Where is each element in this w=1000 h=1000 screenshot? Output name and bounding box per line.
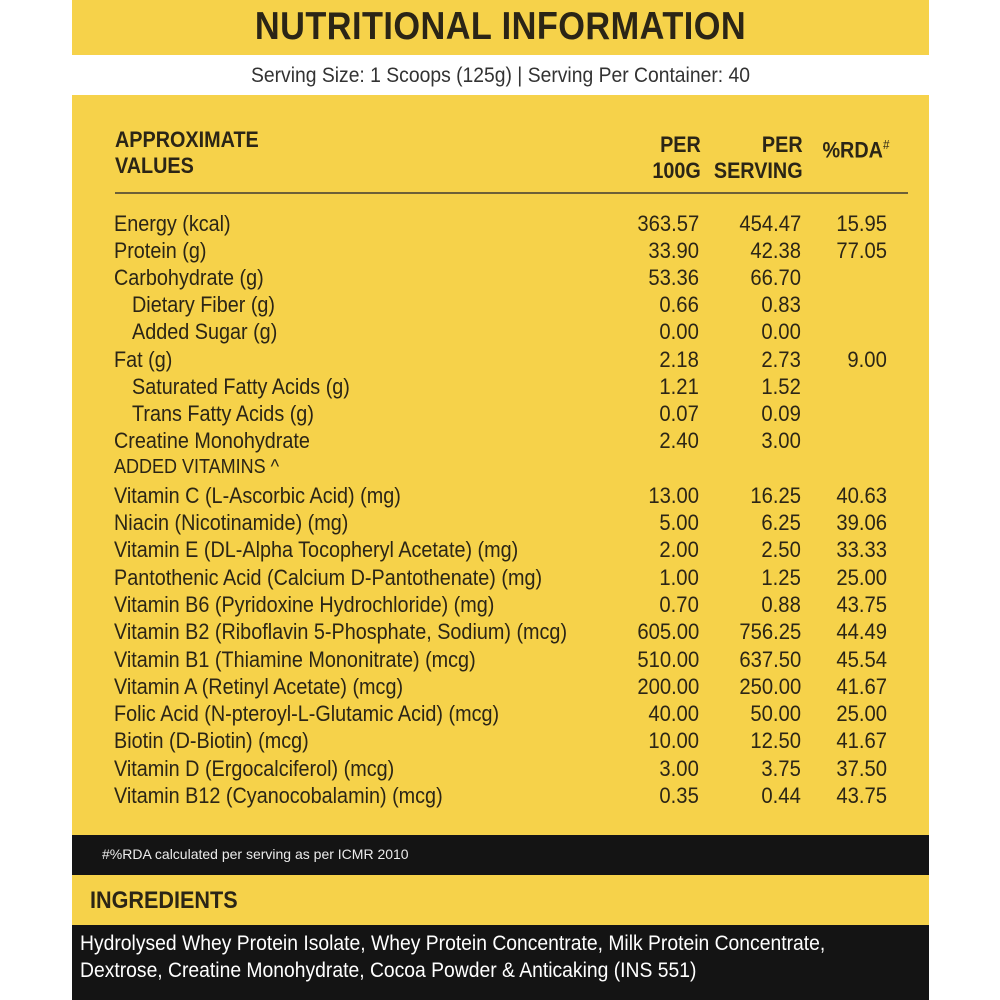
section-row-added-vitamins: [72, 454, 929, 481]
row-rda: 15.95: [836, 211, 887, 236]
row-per-serving: 1.25: [761, 565, 801, 590]
table-row: [72, 427, 929, 454]
table-row: [72, 264, 929, 291]
row-rda: 45.54: [836, 647, 887, 672]
row-per100g: 2.00: [659, 537, 699, 562]
rda-footnote: #%RDA calculated per serving as per ICMR 2010: [102, 846, 409, 862]
row-rda: 37.50: [836, 756, 887, 781]
table-row: [72, 700, 929, 727]
row-per100g: 200.00: [637, 674, 699, 699]
row-per-serving: 0.09: [761, 401, 801, 426]
row-label: Vitamin A (Retinyl Acetate) (mcg): [114, 674, 404, 699]
table-row: [72, 237, 929, 264]
row-label: Fat (g): [114, 347, 173, 372]
row-per100g: 10.00: [648, 728, 699, 753]
header-approx-line1: APPROXIMATE: [115, 127, 259, 152]
ingredients-list: [80, 930, 929, 984]
row-label: Creatine Monohydrate: [114, 428, 310, 453]
row-per-serving: 0.00: [761, 319, 801, 344]
header-rda-mark: #: [882, 137, 889, 152]
row-rda: 25.00: [836, 701, 887, 726]
row-per100g: 53.36: [648, 265, 699, 290]
row-label: Niacin (Nicotinamide) (mg): [114, 510, 349, 535]
table-row: [72, 291, 929, 318]
row-per-serving: 66.70: [750, 265, 801, 290]
table-row: [72, 564, 929, 591]
row-per-serving: 3.75: [761, 756, 801, 781]
row-label: Trans Fatty Acids (g): [132, 401, 314, 426]
row-per-serving: 1.52: [761, 374, 801, 399]
row-label: Vitamin B2 (Riboflavin 5-Phosphate, Sodium) (mcg): [114, 619, 568, 644]
row-label: Carbohydrate (g): [114, 265, 264, 290]
row-label: Vitamin D (Ergocalciferol) (mcg): [114, 756, 395, 781]
row-per100g: 40.00: [648, 701, 699, 726]
row-rda: 9.00: [847, 347, 887, 372]
table-row: [72, 755, 929, 782]
table-row: [72, 210, 929, 237]
row-label: Energy (kcal): [114, 211, 231, 236]
row-per-serving: 2.50: [761, 537, 801, 562]
header-per-serving: [714, 132, 803, 184]
ingredients-line-2: Dextrose, Creatine Monohydrate, Cocoa Powder & Anticaking (INS 551): [80, 959, 697, 982]
header-per100-line2: 100G: [652, 158, 701, 183]
row-per-serving: 637.50: [739, 647, 801, 672]
row-label: Vitamin E (DL-Alpha Tocopheryl Acetate) (mg): [114, 537, 519, 562]
row-rda: 41.67: [836, 728, 887, 753]
table-row: [72, 373, 929, 400]
row-label: Saturated Fatty Acids (g): [132, 374, 350, 399]
row-per100g: 1.21: [659, 374, 699, 399]
header-approx-line2: VALUES: [115, 153, 194, 178]
row-rda: 43.75: [836, 592, 887, 617]
row-per-serving: 0.83: [761, 292, 801, 317]
row-label: Vitamin B1 (Thiamine Mononitrate) (mcg): [114, 647, 476, 672]
row-per-serving: 250.00: [739, 674, 801, 699]
row-per-serving: 0.88: [761, 592, 801, 617]
row-per100g: 363.57: [637, 211, 699, 236]
table-row: [72, 346, 929, 373]
row-per-serving: 2.73: [761, 347, 801, 372]
row-per-serving: 454.47: [739, 211, 801, 236]
table-row: [72, 673, 929, 700]
ingredients-line-1: Hydrolysed Whey Protein Isolate, Whey Protein Concentrate, Milk Protein Concentrate,: [80, 932, 826, 955]
row-label: Pantothenic Acid (Calcium D-Pantothenate) (mg): [114, 565, 543, 590]
nutrition-table: [72, 95, 929, 835]
row-rda: 25.00: [836, 565, 887, 590]
serving-info: Serving Size: 1 Scoops (125g) | Serving Per Container: 40: [250, 64, 751, 87]
ingredients-band: [72, 875, 929, 925]
row-label: Vitamin B12 (Cyanocobalamin) (mcg): [114, 783, 443, 808]
row-per100g: 0.00: [659, 319, 699, 344]
row-rda: 43.75: [836, 783, 887, 808]
row-per100g: 0.35: [659, 783, 699, 808]
row-rda: 40.63: [836, 483, 887, 508]
section-label: ADDED VITAMINS ^: [114, 456, 280, 478]
row-per-serving: 6.25: [761, 510, 801, 535]
page-title: NUTRITIONAL INFORMATION: [254, 5, 747, 48]
table-row: [72, 618, 929, 645]
row-per100g: 0.07: [659, 401, 699, 426]
table-row: [72, 482, 929, 509]
row-per100g: 2.40: [659, 428, 699, 453]
table-row: [72, 591, 929, 618]
ingredients-title: INGREDIENTS: [90, 887, 238, 914]
row-rda: 41.67: [836, 674, 887, 699]
header-rda: [822, 132, 889, 163]
row-per100g: 0.66: [659, 292, 699, 317]
header-per100-line1: PER: [660, 132, 701, 157]
table-row: [72, 536, 929, 563]
row-label: Vitamin B6 (Pyridoxine Hydrochloride) (mg): [114, 592, 495, 617]
title-band: [72, 0, 929, 55]
table-row: [72, 646, 929, 673]
table-row: [72, 727, 929, 754]
row-per100g: 3.00: [659, 756, 699, 781]
row-per-serving: 50.00: [750, 701, 801, 726]
header-per-100g: [653, 132, 701, 184]
row-label: Added Sugar (g): [132, 319, 278, 344]
table-row: [72, 318, 929, 345]
row-rda: 33.33: [836, 537, 887, 562]
row-per100g: 605.00: [637, 619, 699, 644]
table-row: [72, 509, 929, 536]
row-per100g: 510.00: [637, 647, 699, 672]
row-per-serving: 0.44: [761, 783, 801, 808]
row-per100g: 5.00: [659, 510, 699, 535]
serving-band: [72, 55, 929, 95]
table-row: [72, 400, 929, 427]
header-perserv-line2: SERVING: [714, 158, 803, 183]
row-per100g: 2.18: [659, 347, 699, 372]
row-per-serving: 16.25: [750, 483, 801, 508]
header-approximate-values: [115, 127, 259, 179]
row-label: Dietary Fiber (g): [132, 292, 276, 317]
header-rda-label: %RDA: [821, 137, 883, 163]
row-per100g: 0.70: [659, 592, 699, 617]
row-rda: 77.05: [836, 238, 887, 263]
table-row: [72, 782, 929, 809]
row-per100g: 1.00: [659, 565, 699, 590]
row-label: Protein (g): [114, 238, 207, 263]
nutrition-label: [72, 0, 929, 1000]
row-per-serving: 3.00: [761, 428, 801, 453]
row-per-serving: 756.25: [739, 619, 801, 644]
row-label: Biotin (D-Biotin) (mcg): [114, 728, 309, 753]
header-perserv-line1: PER: [762, 132, 803, 157]
row-per-serving: 42.38: [750, 238, 801, 263]
row-label: Folic Acid (N-pteroyl-L-Glutamic Acid) (mcg): [114, 701, 500, 726]
row-rda: 39.06: [836, 510, 887, 535]
row-per100g: 13.00: [648, 483, 699, 508]
row-rda: 44.49: [836, 619, 887, 644]
row-per-serving: 12.50: [750, 728, 801, 753]
header-divider: [115, 192, 908, 194]
row-per100g: 33.90: [648, 238, 699, 263]
row-label: Vitamin C (L-Ascorbic Acid) (mg): [114, 483, 401, 508]
